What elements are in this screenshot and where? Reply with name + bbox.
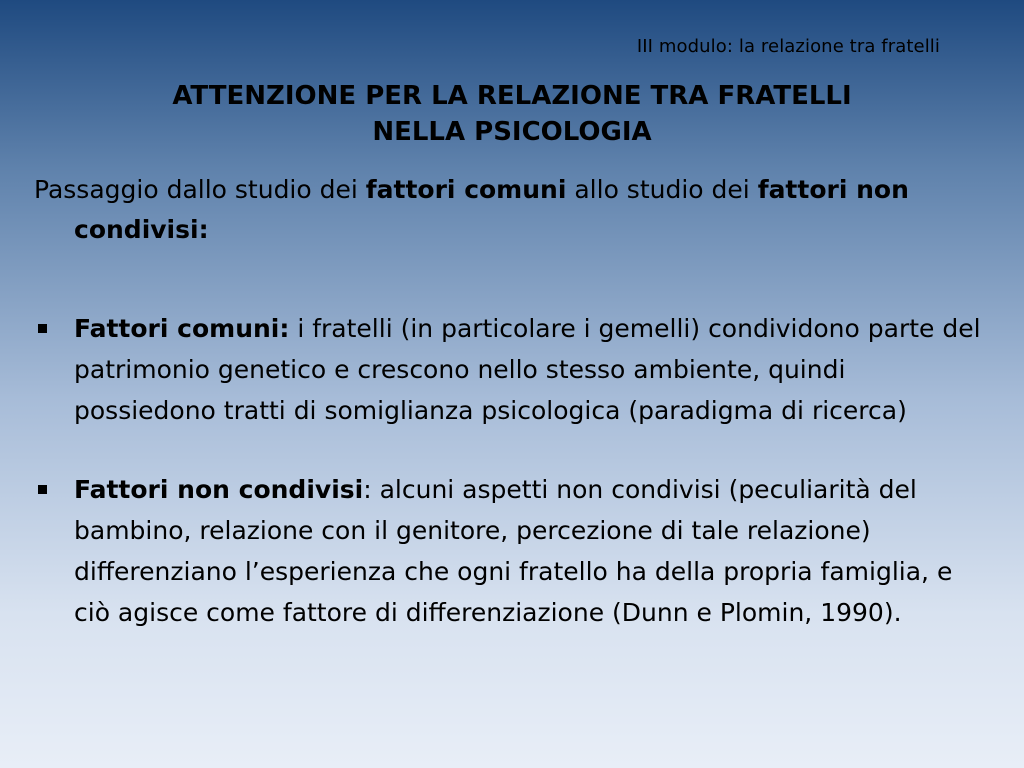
intro-text-1: Passaggio dallo studio dei — [34, 175, 366, 204]
bullet-list — [34, 308, 994, 633]
bullet-text: i fratelli (in particolare i gemelli) condividono parte del patrimonio genetico e crescono nello stesso ambiente, quindi possiedono tratti di somiglianza psicologica (paradigma di ricerca) — [74, 314, 981, 425]
slide-title — [40, 78, 984, 150]
intro-bold-fattori-comuni: fattori comuni — [365, 175, 567, 204]
intro-paragraph — [34, 170, 1024, 250]
slide-header: III modulo: la relazione tra fratelli — [636, 36, 940, 57]
intro-text-2: allo studio dei — [566, 175, 758, 204]
bullet-label: Fattori comuni: — [74, 314, 290, 343]
slide-title-line-1: ATTENZIONE PER LA RELAZIONE TRA FRATELLI — [172, 81, 852, 111]
bullet-text: : alcuni aspetti non condivisi (peculiarità del bambino, relazione con il genitore, percezione di tale relazione) differenziano l’esperienza che ogni fratello ha della propria famiglia, e ciò agisce come fattore di differenziazione (Dunn e Plomin, 1990). — [74, 475, 953, 627]
square-bullet-icon — [38, 485, 47, 494]
square-bullet-icon — [38, 324, 47, 333]
bullet-item-fattori-non-condivisi — [34, 469, 994, 633]
bullet-label: Fattori non condivisi — [74, 475, 364, 504]
bullet-item-fattori-comuni — [34, 308, 994, 431]
slide-title-line-2: NELLA PSICOLOGIA — [372, 117, 652, 147]
intro-bold-fattori-non-condivisi: fattori non condivisi: — [74, 175, 909, 244]
